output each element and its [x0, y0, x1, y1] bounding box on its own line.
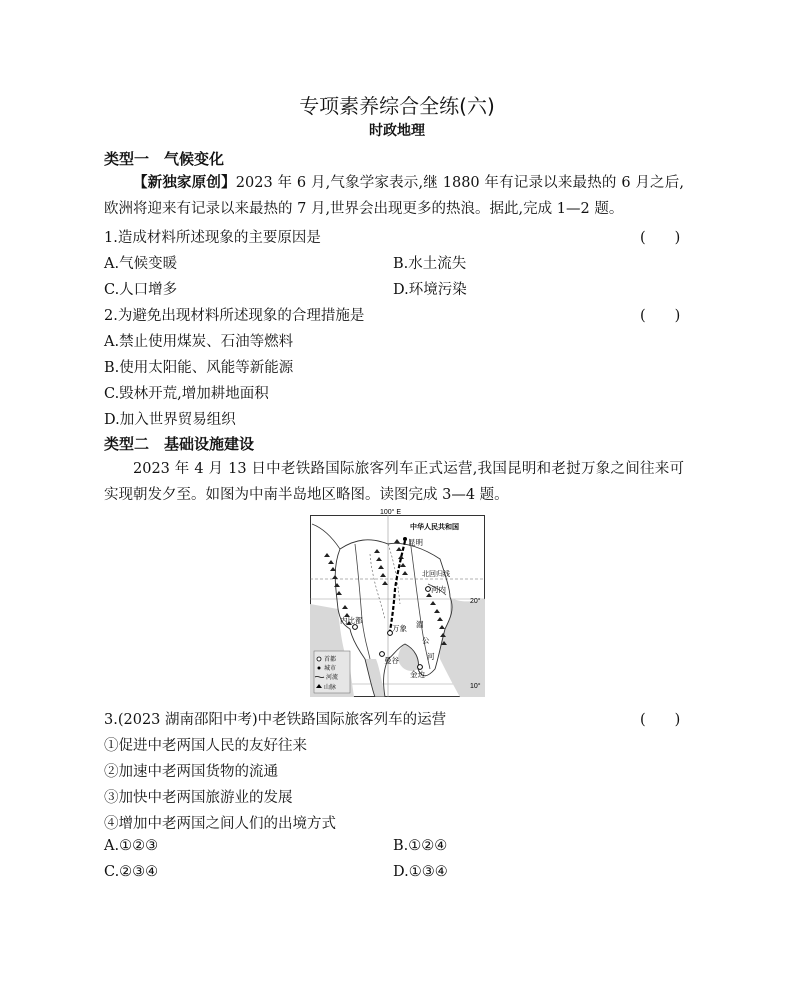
map-naypyidaw-label: 内比都: [340, 616, 363, 625]
map-hanoi-label: 河内: [431, 585, 446, 594]
question-2-stem: 2.为避免出现材料所述现象的合理措施是: [104, 308, 365, 324]
section-heading-2: 类型二 基础设施建设: [104, 435, 255, 453]
map-tropic-label: 北回归线: [422, 570, 450, 578]
map-country-label: 中华人民共和国: [410, 523, 459, 531]
q2-option-d: D.加入世界贸易组织: [104, 412, 236, 428]
map-bangkok-label: 曼谷: [384, 656, 399, 665]
q2-option-b: B.使用太阳能、风能等新能源: [104, 360, 294, 376]
map-mekong-c: 河: [427, 652, 435, 661]
indochina-map: [310, 509, 485, 697]
page-subtitle: 时政地理: [369, 123, 425, 139]
legend-capital: 首都: [324, 656, 337, 663]
q3-option-a: A.①②③: [104, 838, 159, 854]
q2-option-c: C.毁林开荒,增加耕地面积: [104, 386, 269, 402]
legend-city: 城市: [324, 665, 337, 672]
question-3-stem: 3.(2023 湖南邵阳中考)中老铁路国际旅客列车的运营: [104, 712, 447, 728]
map-mekong-b: 公: [422, 636, 430, 645]
map-vientiane-label: 万象: [392, 624, 407, 633]
map-mekong-a: 湄: [416, 620, 424, 629]
q1-option-d: D.环境污染: [393, 282, 467, 298]
map-lat10-label: 10°: [470, 683, 481, 690]
intro-text-1: 2023 年 6 月,气象学家表示,继 1880 年有记录以来最热的 6 月之后,欧洲将迎来有记录以来最热的 7 月,世界会出现更多的热浪。据此,完成 1—2 题。: [104, 175, 685, 217]
q1-option-a: A.气候变暖: [104, 256, 178, 272]
q3-option-c: C.②③④: [104, 864, 159, 880]
answer-bracket-3: ( ): [640, 712, 681, 728]
map-lat20-label: 20°: [470, 598, 481, 605]
q3-item-1: ①促进中老两国人民的友好往来: [104, 738, 307, 754]
q3-option-b: B.①②④: [393, 838, 448, 854]
map-phnompenh-label: 金边: [410, 670, 425, 679]
q3-item-2: ②加速中老两国货物的流通: [104, 764, 278, 780]
q2-option-a: A.禁止使用煤炭、石油等燃料: [104, 334, 294, 350]
map-lon-label: 100° E: [380, 509, 402, 516]
page-title: 专项素养综合全练(六): [299, 94, 495, 118]
q1-option-b: B.水土流失: [393, 256, 467, 272]
intro-paragraph-1: [104, 170, 684, 222]
q3-option-d: D.①③④: [393, 864, 448, 880]
q3-item-3: ③加快中老两国旅游业的发展: [104, 790, 293, 806]
answer-bracket-2: ( ): [640, 308, 681, 324]
q1-option-c: C.人口增多: [104, 282, 178, 298]
legend-mountain: 山脉: [324, 684, 337, 691]
map-kunming-label: 昆明: [408, 538, 423, 547]
answer-bracket-1: ( ): [640, 230, 681, 246]
section-heading-1: 类型一 气候变化: [104, 150, 225, 168]
q3-item-4: ④增加中老两国之间人们的出境方式: [104, 816, 336, 832]
source-tag: 【新独家原创】: [133, 174, 236, 191]
question-1-stem: 1.造成材料所述现象的主要原因是: [104, 230, 321, 246]
legend-river: 河流: [326, 674, 339, 681]
intro-paragraph-2: 2023 年 4 月 13 日中老铁路国际旅客列车正式运营,我国昆明和老挝万象之间往来可实现朝发夕至。如图为中南半岛地区略图。读图完成 3—4 题。: [104, 461, 684, 503]
map-graphic: [310, 509, 485, 697]
